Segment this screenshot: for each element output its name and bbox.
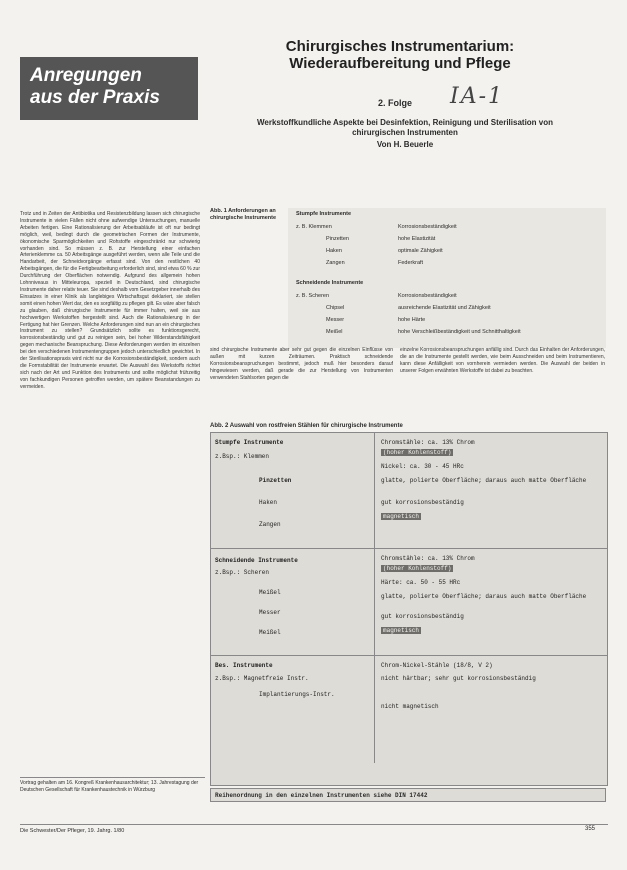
table-item: z.Bsp.: Klemmen	[215, 453, 270, 460]
section-divider	[211, 548, 607, 549]
table-value: Nickel: ca. 30 - 45 HRc	[381, 463, 464, 470]
badge-line1: Anregungen	[30, 65, 142, 86]
table-value: nicht magnetisch	[381, 703, 439, 710]
table-row: Chipsel ausreichende Elastizität und Zähigkeit	[326, 305, 491, 311]
table-value: glatte, polierte Oberfläche; daraus auch matte Oberfläche	[381, 593, 587, 600]
table-row: Pinzetten hohe Elastizität	[326, 236, 436, 242]
column-divider	[374, 433, 375, 763]
steel-selection-table	[210, 432, 608, 786]
table-row: Zangen Federkraft	[326, 260, 424, 266]
page-number: 355	[585, 826, 596, 832]
footnote: Vortrag gehalten am 16. Kongreß Krankenhausarchitektur; 13. Jahrestagung der Deutschen Gesellschaft für Krankenhaustechnik in Würzburg	[20, 777, 205, 793]
table-item: Messer	[259, 609, 281, 616]
table-row: Meißel hohe Verschleißbeständigkeit und Schnitthaltigkeit	[326, 329, 521, 335]
body-column-1: Trotz und in Zeiten der Antibiotika und Resistenzbildung lassen sich chirurgische Instrumente in vielen Fällen nicht ohne aufwendige Untersuchungen, manuelle Arbeiten fertigen. Eine Rationalisierung der Arbeitsabläufe ist oft nur bedingt möglich, weil, bedingt durch die geometrischen Formen der Instrumente, ökonomische Sparmöglichkeiten und Rohstoffe eingeschränkt nur schwierig vorhanden sind. So müssen z. B. zur Herstellung einer einfachen Arterienklemme ca. 50 Arbeitsgänge ausgeführt werden, wenn alle Teile und die Handarbeit, der Schneidvorgänge erfasst sind. Von den restlichen 40 Arbeitsgängen, die für die Fertigbearbeitung erforderlich sind, sind etwa 60 % zur Durchführung der Oberflächen notwendig. Aufgrund des allgemein hohen Lohnniveaus in Mitteleuropa, speziell in Deutschland, sind chirurgische Instrumente daher relativ teuer. Sie sind deshalb vom Gesetzgeber innerhalb des Einsatzes in einer Klinik als langlebiges Wirtschaftsgut deklariert, sie stellen somit einen hohen Wert dar, den es sorgfältig zu pflegen gilt. Es wäre aber falsch zu glauben, daß chirurgische Instrumente für immer halten, weil sie aus hochwertigen Werkstoffen hergestellt sind. Auch die Rationalisierung in der Fertigung hat hier Grenzen. Welche Anforderungen sind nun an ein chirurgisches Instrument zu stellen? Grundsätzlich sollte es funktionsgerecht, korrosionsbeständig und gut zu reinigen sein, bei hoher Widerstandsfähigkeit gegen mechanische Beanspruchung. Diese Anforderungen werden im einzelnen bei den verschiedenen Instrumentengruppen jedoch unterschiedlich gewichtet. In der Sterilisationspraxis wird nicht nur die Korrosionsbeständigkeit, sondern auch die Formstabilität der Instrumente erwartet. Die Auswahl des Werkstoffs richtet sich nach der Art und Funktion des Instruments und sollte möglichst frühzeitig von fachkundigen Personen getroffen werden, um spätere Beanstandungen zu vermeiden.	[20, 211, 200, 390]
table-item: Meißel	[259, 629, 281, 636]
table-item: Meißel	[259, 589, 281, 596]
table-item: z.Bsp.: Magnetfreie Instr.	[215, 675, 309, 682]
table-value: Härte: ca. 50 - 55 HRc	[381, 579, 461, 586]
table-item: Pinzetten	[259, 477, 292, 484]
table-row: Messer hohe Härte	[326, 317, 426, 323]
section-header: Stumpfe Instrumente	[215, 439, 284, 446]
requirements-table	[288, 208, 606, 348]
table-value: magnetisch	[383, 513, 420, 520]
section-header: Bes. Instrumente	[215, 662, 273, 669]
table-value: glatte, polierte Oberfläche; daraus auch matte Oberfläche	[381, 477, 587, 484]
title-line1: Chirurgisches Instrumentarium:	[285, 38, 515, 55]
table-value: magnetisch	[383, 627, 420, 634]
table-item: z.Bsp.: Scheren	[215, 569, 270, 576]
section-divider	[211, 655, 607, 656]
figure-caption-1: Abb. 1 Anforderungen an chirurgische Instrumente	[210, 208, 277, 221]
title-line2: Wiederaufbereitung und Pflege	[289, 55, 511, 72]
journal-reference: Die Schwester/Der Pfleger, 19. Jahrg. 1/80	[20, 828, 125, 834]
table-footer-note: Reihenordnung in den einzelnen Instrumenten siehe DIN 17442	[210, 788, 606, 802]
body-column-2: sind chirurgische Instrumente aber sehr gut gegen die einzelnen Einflüsse von außen mit kurzen Zeiträumen. Praktisch schneidende Korrosionsbeanspruchungen bestimmt, jedoch muß hier besonders darauf hingewiesen werden, daß gerade die zur Herstellung von Instrumenten verwendeten Stahlsorten gegen die	[210, 347, 393, 381]
table-value: (hoher Kohlenstoff)	[383, 565, 452, 572]
table-value: Chrom-Nickel-Stähle (18/8, V 2)	[381, 662, 493, 669]
table-group-header: Schneidende Instrumente	[296, 280, 364, 286]
article-subtitle	[205, 118, 605, 138]
handwritten-note: IA-1	[450, 84, 505, 109]
subtitle-line1: Werkstoffkundliche Aspekte bei Desinfektion, Reinigung und Sterilisation von	[256, 118, 554, 127]
table-row: z. B. Klemmen Korrosionsbeständigkeit	[296, 224, 457, 230]
table-value: Chromstähle: ca. 13% Chrom	[381, 439, 475, 446]
section-header: Schneidende Instrumente	[215, 557, 298, 564]
table-item: Haken	[259, 499, 278, 506]
footer-rule	[20, 824, 608, 825]
article-title	[235, 38, 565, 72]
table-group-header: Stumpfe Instrumente	[296, 211, 352, 217]
section-badge	[20, 57, 198, 120]
table-item: Implantierungs-Instr.	[259, 691, 335, 698]
badge-line2: aus der Praxis	[30, 87, 160, 108]
subtitle-line2: chirurgischen Instrumenten	[352, 128, 458, 137]
author: Von H. Beuerle	[376, 140, 434, 149]
table-item: Zangen	[259, 521, 281, 528]
table-value: gut korrosionsbeständig	[381, 499, 464, 506]
body-column-3: einzelne Korrosionsbeanspruchungen anfällig sind. Durch das Einhalten der Anforderungen, die an die Instrumente gestellt werden, wie beim Ausschneiden und beim Instrumentieren, kann diese Anfälligkeit von vornherein vermieden werden. Die Auswahl der beiden in unserer Folgen erwähnten Werkstoffe ist dabei zu beachten.	[400, 347, 605, 374]
table-value: Chromstähle: ca. 13% Chrom	[381, 555, 475, 562]
table-value: nicht härtbar; sehr gut korrosionsbeständig	[381, 675, 536, 682]
table-value: gut korrosionsbeständig	[381, 613, 464, 620]
table-row: Haken optimale Zähigkeit	[326, 248, 443, 254]
series-part: 2. Folge	[378, 98, 413, 108]
table-row: z. B. Scheren Korrosionsbeständigkeit	[296, 293, 457, 299]
figure-caption-2: Abb. 2 Auswahl von rostfreien Stählen für chirurgische Instrumente	[210, 423, 403, 429]
table-value: (hoher Kohlenstoff)	[383, 449, 452, 456]
